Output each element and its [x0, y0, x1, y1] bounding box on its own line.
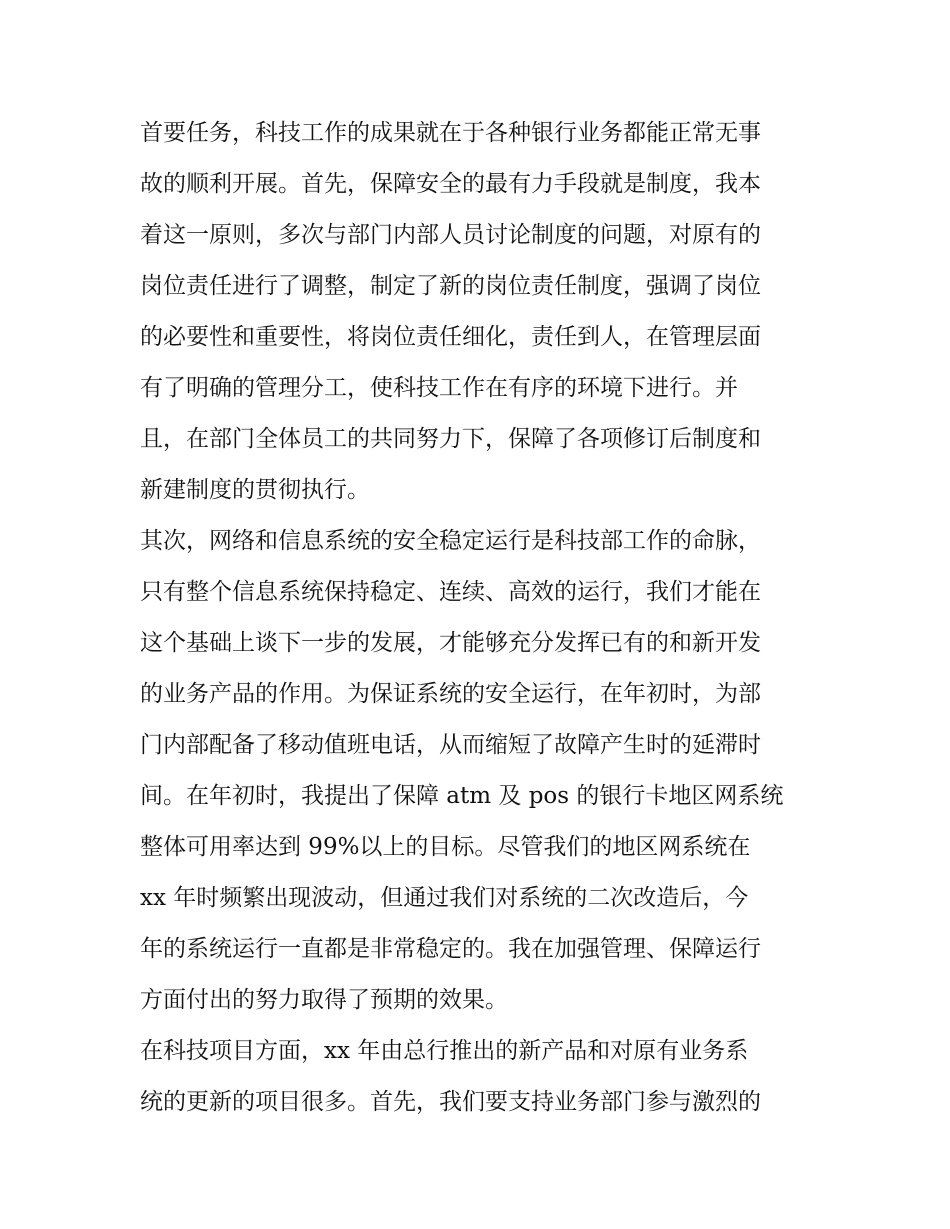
text-line: 间。在年初时，我提出了保障 atm 及 pos 的银行卡地区网系统: [140, 783, 784, 809]
body-text: [140, 108, 820, 1128]
text-line: 故的顺利开展。首先，保障安全的最有力手段就是制度，我本: [140, 171, 761, 197]
text-line: 年的系统运行一直都是非常稳定的。我在加强管理、保障运行: [140, 936, 761, 962]
text-line: 有了明确的管理分工，使科技工作在有序的环境下进行。并: [140, 375, 738, 401]
text-line: 的业务产品的作用。为保证系统的安全运行，在年初时，为部: [140, 681, 761, 707]
text-line: 在科技项目方面，xx 年由总行推出的新产品和对原有业务系: [140, 1038, 749, 1064]
text-line: 其次，网络和信息系统的安全稳定运行是科技部工作的命脉，: [140, 528, 761, 554]
text-line: 只有整个信息系统保持稳定、连续、高效的运行，我们才能在: [140, 579, 761, 605]
text-line: 整体可用率达到 99%以上的目标。尽管我们的地区网系统在: [140, 834, 751, 860]
text-line: 且，在部门全体员工的共同努力下，保障了各项修订后制度和: [140, 426, 761, 452]
text-line: 统的更新的项目很多。首先，我们要支持业务部门参与激烈的: [140, 1089, 761, 1115]
text-line: 这个基础上谈下一步的发展，才能够充分发挥已有的和新开发: [140, 630, 761, 656]
text-line: 方面付出的努力取得了预期的效果。: [140, 987, 508, 1013]
text-line: 岗位责任进行了调整，制定了新的岗位责任制度，强调了岗位: [140, 273, 761, 299]
text-line: 门内部配备了移动值班电话，从而缩短了故障产生时的延滞时: [140, 732, 761, 758]
text-line: 首要任务，科技工作的成果就在于各种银行业务都能正常无事: [140, 120, 761, 146]
text-line: 着这一原则，多次与部门内部人员讨论制度的问题，对原有的: [140, 222, 761, 248]
text-line: 新建制度的贯彻执行。: [140, 477, 370, 503]
text-line: 的必要性和重要性，将岗位责任细化，责任到人，在管理层面: [140, 324, 761, 350]
text-line: xx 年时频繁出现波动，但通过我们对系统的二次改造后，今: [140, 885, 749, 911]
